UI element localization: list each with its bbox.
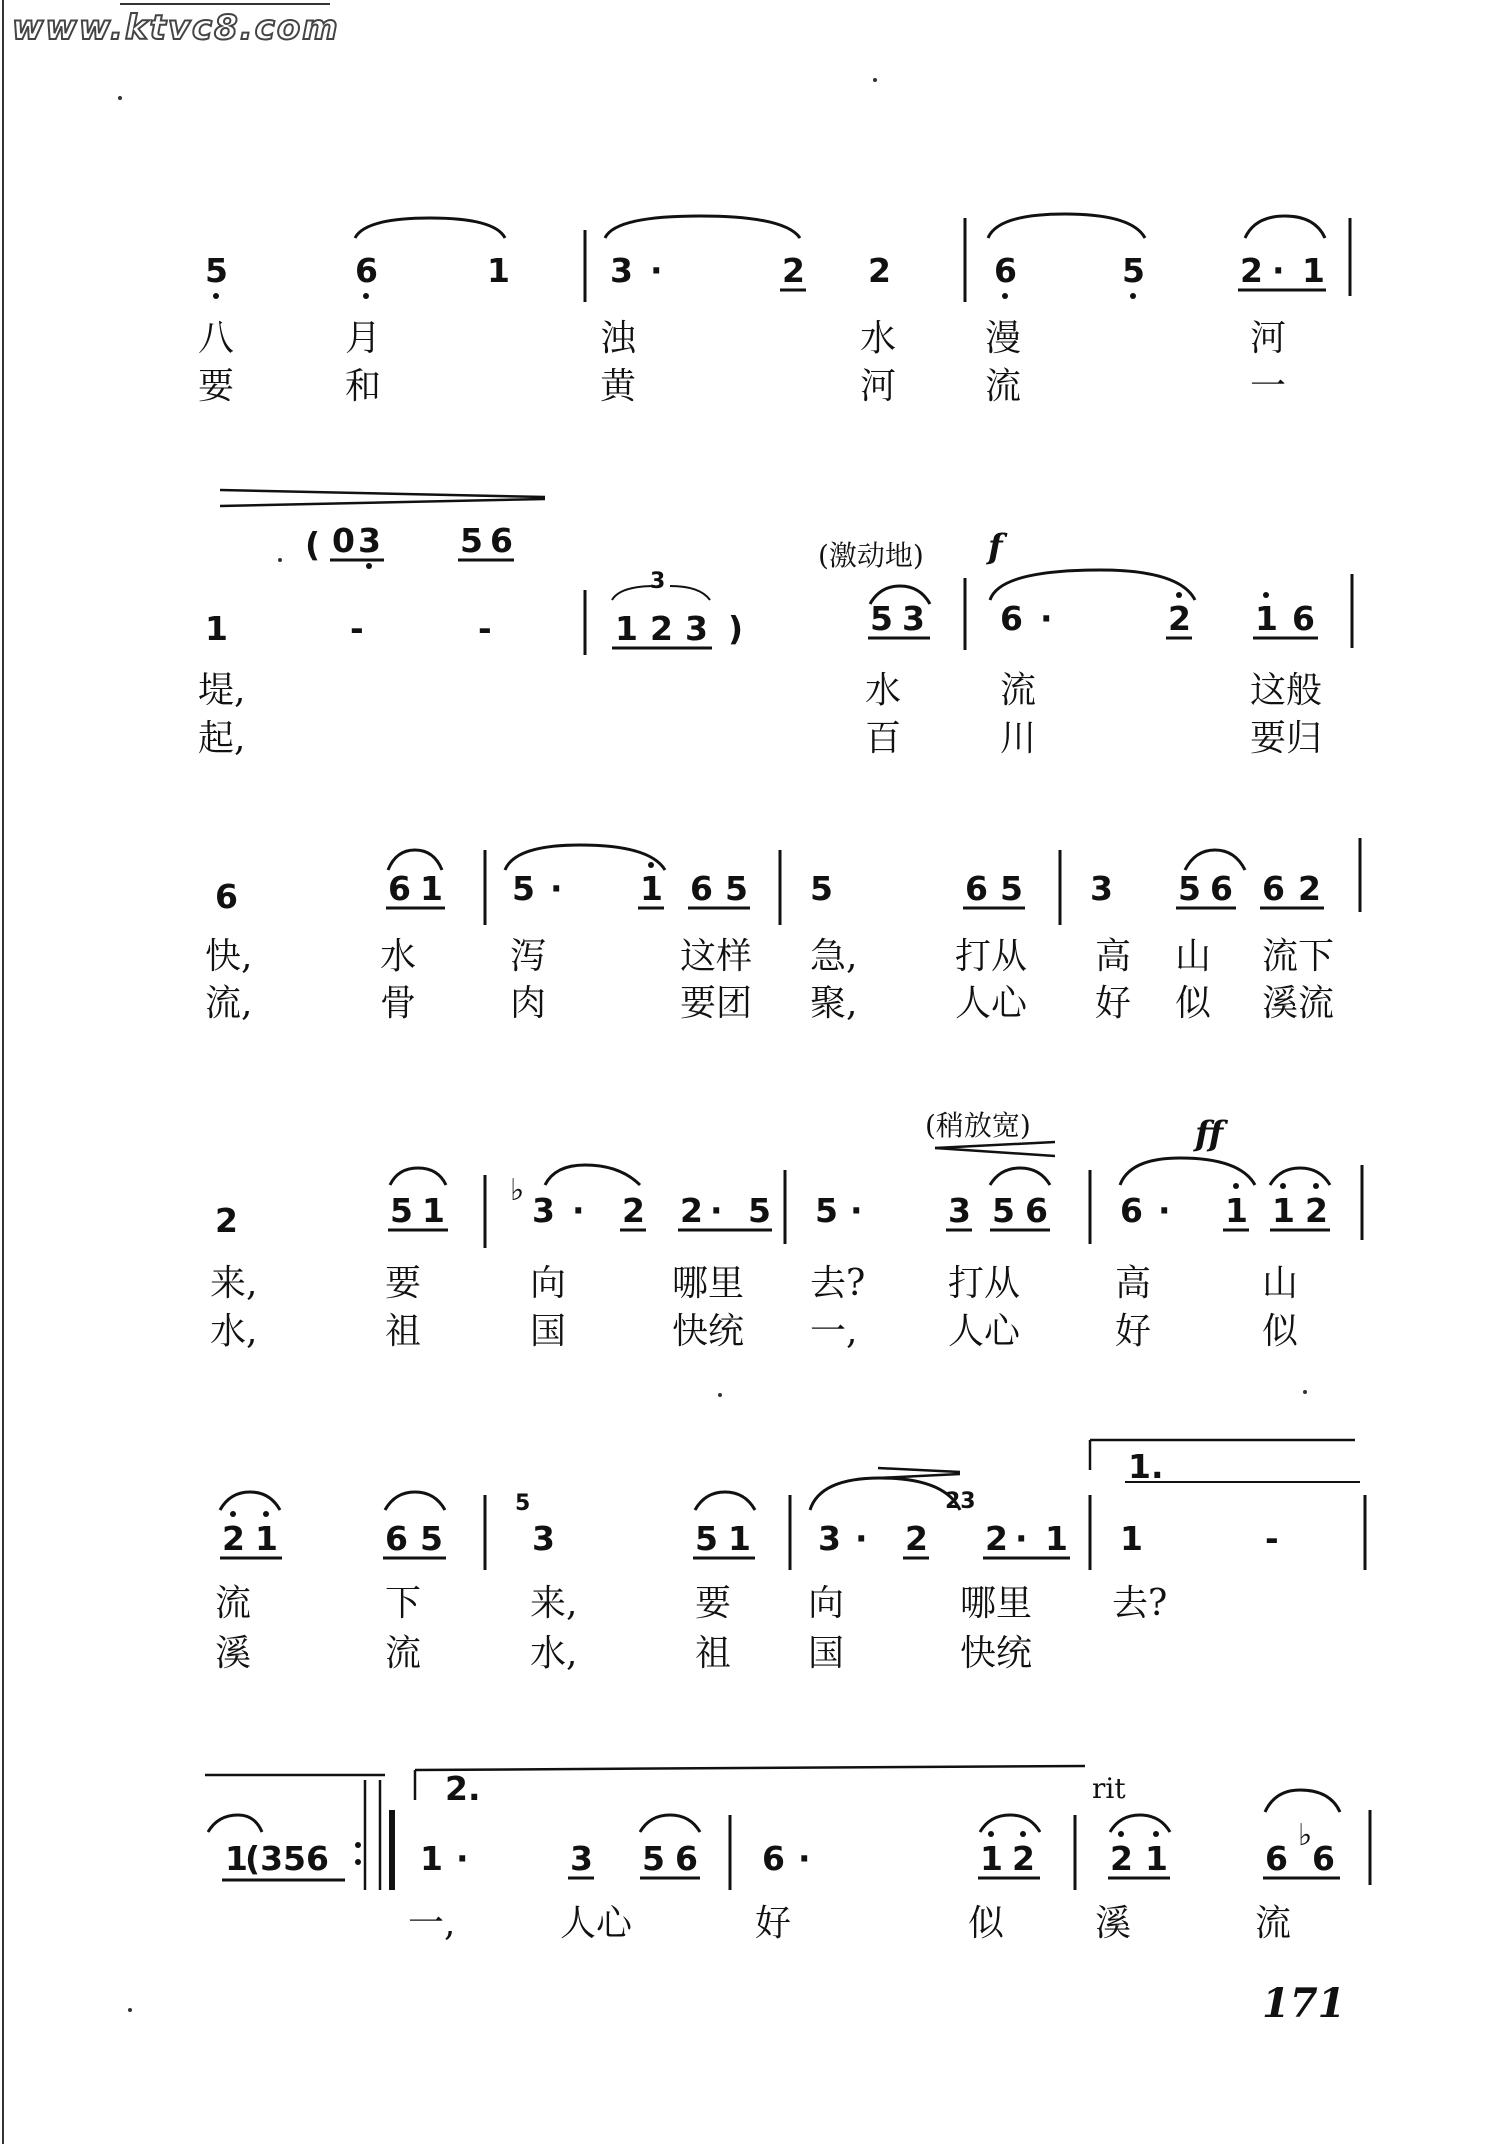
lyric: 溪流 <box>1262 983 1335 1024</box>
high-octave-dot <box>1280 1183 1286 1189</box>
lyric: 河 <box>1250 318 1287 359</box>
lyric: 一, <box>408 1903 456 1944</box>
note: 6 <box>690 869 713 908</box>
lyric: 好 <box>1115 1311 1152 1352</box>
lyric: 人心 <box>955 983 1028 1024</box>
dot: · <box>1040 599 1053 638</box>
lyric: 向 <box>530 1263 567 1304</box>
lyric: 八 <box>198 318 235 359</box>
note: 2 <box>650 609 673 648</box>
lyric: 肉 <box>510 983 547 1024</box>
volta-2-label: 2. <box>445 1769 481 1808</box>
lyric: 快统 <box>960 1633 1033 1674</box>
dot: · <box>1015 1519 1028 1558</box>
lyric: 要归 <box>1250 718 1323 759</box>
lyric: 来, <box>210 1263 258 1304</box>
lyric: 浊 <box>600 318 637 359</box>
note: 1 <box>1255 599 1278 638</box>
note: 5 <box>748 1191 771 1230</box>
scan-speck <box>128 2008 132 2012</box>
lyric: 堤, <box>198 670 246 711</box>
lyric: 似 <box>968 1903 1005 1944</box>
dynamic-marking: f <box>988 527 1003 567</box>
note: 6 <box>1210 869 1233 908</box>
scan-speck <box>118 96 122 100</box>
note: 1 <box>640 869 663 908</box>
note: 1 <box>1225 1191 1248 1230</box>
lyric: 流 <box>215 1583 252 1624</box>
note: 5 <box>642 1839 665 1878</box>
lyric: 溪 <box>215 1633 252 1674</box>
note: 6 <box>1025 1191 1048 1230</box>
note: 6 <box>490 521 513 560</box>
note: 6 <box>994 251 1017 290</box>
dot: · <box>1158 1191 1171 1230</box>
lyric: 水 <box>380 936 417 977</box>
score-row-4 <box>210 1109 1362 1352</box>
lyric: 水, <box>530 1633 578 1674</box>
lyric: 漫 <box>985 318 1022 359</box>
note: 2 <box>985 1519 1008 1558</box>
sustain-dash: - <box>350 609 364 648</box>
lyric: 哪里 <box>960 1583 1033 1624</box>
lyric: 百 <box>865 718 902 759</box>
lyric: 山 <box>1175 936 1212 977</box>
note: 1 <box>1302 251 1325 290</box>
note: 2 <box>222 1519 245 1558</box>
note: 3 <box>358 521 381 560</box>
lyric: 人心 <box>948 1311 1021 1352</box>
note: 1 <box>255 1519 278 1558</box>
note: 3 <box>685 609 708 648</box>
lyric: 国 <box>530 1311 567 1352</box>
note: 3 <box>532 1191 555 1230</box>
lyric: 打从 <box>948 1263 1021 1304</box>
lyric: 向 <box>808 1583 845 1624</box>
grace-note: 5 <box>515 1491 531 1516</box>
high-octave-dot <box>1263 592 1269 598</box>
note: 5 <box>695 1519 718 1558</box>
slur <box>1270 1168 1330 1185</box>
note: 2 <box>680 1191 703 1230</box>
slur <box>385 1492 445 1510</box>
lyric: 一 <box>1250 366 1287 407</box>
low-octave-dot <box>366 563 372 569</box>
note: 6 <box>1312 1839 1335 1878</box>
score-row-3 <box>205 838 1360 1024</box>
low-octave-dot <box>1130 293 1136 299</box>
lyric: 流 <box>985 366 1022 407</box>
note: 6 <box>1120 1191 1143 1230</box>
note-group: (356 <box>245 1839 329 1878</box>
note: 3 <box>610 251 633 290</box>
note: 1 <box>225 1839 248 1878</box>
volta-bracket <box>415 1766 1085 1770</box>
note: 2 <box>1305 1191 1328 1230</box>
lyric: 水 <box>860 318 897 359</box>
lyric: 骨 <box>380 983 417 1024</box>
slur <box>1120 1158 1255 1185</box>
high-octave-dot <box>1176 592 1182 598</box>
lyric: 好 <box>1095 983 1132 1024</box>
note: 5 <box>1000 869 1023 908</box>
note: 3 <box>818 1519 841 1558</box>
crescendo-line <box>220 490 545 497</box>
lyric: 流下 <box>1262 936 1335 977</box>
dot: · <box>572 1191 585 1230</box>
note: 1 <box>420 1839 443 1878</box>
score-row-1 <box>198 214 1350 407</box>
sustain-dash: - <box>1265 1519 1279 1558</box>
lyric: 溪 <box>1095 1903 1132 1944</box>
lyric: 要 <box>198 366 235 407</box>
lyric: 人心 <box>560 1903 633 1944</box>
note: 1 <box>1272 1191 1295 1230</box>
lyric: 要团 <box>680 983 753 1024</box>
lyric: 川 <box>1000 718 1037 759</box>
note: 1 <box>487 251 510 290</box>
note: 2 <box>1110 1839 1133 1878</box>
note: 2 <box>1298 869 1321 908</box>
lyric: 国 <box>808 1633 845 1674</box>
high-octave-dot <box>1118 1831 1124 1837</box>
high-octave-dot <box>230 1511 236 1517</box>
lyric: 要 <box>385 1263 422 1304</box>
note: 5 <box>992 1191 1015 1230</box>
dot: · <box>710 1191 723 1230</box>
lyric: 要 <box>695 1583 732 1624</box>
note: 5 <box>1122 251 1145 290</box>
high-octave-dot <box>988 1831 994 1837</box>
note: 2 <box>782 251 805 290</box>
slur <box>1265 1790 1340 1812</box>
flat-sign: ♭ <box>510 1173 525 1208</box>
note: 2 <box>1168 599 1191 638</box>
lyric: 水 <box>865 670 902 711</box>
high-octave-dot <box>1153 1831 1159 1837</box>
lyric: 流 <box>1000 670 1037 711</box>
note: 0 <box>332 521 355 560</box>
dot: · <box>855 1519 868 1558</box>
dot: · <box>550 869 563 908</box>
note: 5 <box>512 869 535 908</box>
lyric: 祖 <box>695 1633 732 1674</box>
scan-speck <box>873 78 877 82</box>
note: 6 <box>1292 599 1315 638</box>
lyric: 起, <box>198 718 246 759</box>
slur <box>505 845 665 870</box>
lyric: 祖 <box>385 1311 422 1352</box>
lyric: 下 <box>385 1583 422 1624</box>
slur <box>390 1168 446 1185</box>
note: 2 <box>905 1519 928 1558</box>
lyric: 流 <box>1255 1903 1292 1944</box>
slur <box>990 570 1195 600</box>
note: 6 <box>1000 599 1023 638</box>
note: 2 <box>215 1201 238 1240</box>
lyric: 山 <box>1262 1263 1299 1304</box>
note: 5 <box>810 869 833 908</box>
grace-note: 23 <box>945 1489 976 1514</box>
slur <box>990 1168 1050 1185</box>
note: 6 <box>675 1839 698 1878</box>
note: 5 <box>205 251 228 290</box>
lyric: 快, <box>205 936 253 977</box>
slur <box>640 1815 700 1832</box>
slur <box>695 1492 755 1510</box>
note: 3 <box>902 599 925 638</box>
crescendo-line <box>220 499 545 506</box>
lyric: 聚, <box>810 983 858 1024</box>
sustain-dash: - <box>478 609 492 648</box>
lyric: 去? <box>1112 1583 1168 1624</box>
slur <box>605 216 800 238</box>
high-octave-dot <box>1233 1183 1239 1189</box>
note: 5 <box>420 1519 443 1558</box>
lyric: 似 <box>1175 983 1212 1024</box>
slur <box>1245 216 1325 238</box>
slur <box>1110 1815 1170 1832</box>
note: 6 <box>1265 1839 1288 1878</box>
high-octave-dot <box>648 862 654 868</box>
note: 1 <box>980 1839 1003 1878</box>
lyric: 打从 <box>955 936 1028 977</box>
slur <box>545 1165 640 1185</box>
note: 1 <box>1145 1839 1168 1878</box>
accent-line <box>878 1468 960 1472</box>
high-octave-dot <box>1020 1831 1026 1837</box>
note: 5 <box>390 1191 413 1230</box>
slur <box>208 1815 262 1832</box>
dot: · <box>1272 251 1285 290</box>
site-watermark: www.ktvc8.com <box>12 8 340 48</box>
slur <box>355 218 505 238</box>
note: 6 <box>385 1519 408 1558</box>
slur <box>988 214 1145 238</box>
note: 6 <box>215 877 238 916</box>
note: 2 <box>868 251 891 290</box>
note: 5 <box>870 599 893 638</box>
high-octave-dot <box>1313 1183 1319 1189</box>
lyric: 月 <box>345 318 382 359</box>
lyric: 流 <box>385 1633 422 1674</box>
lyric: 似 <box>1262 1311 1299 1352</box>
note: 6 <box>388 869 411 908</box>
note: 5 <box>1178 869 1201 908</box>
slur <box>220 1492 280 1510</box>
slur <box>1185 850 1245 870</box>
score-row-2 <box>198 490 1352 759</box>
low-octave-dot <box>1002 293 1008 299</box>
note: 3 <box>532 1519 555 1558</box>
lyric: 和 <box>345 366 382 407</box>
repeat-dot <box>355 1842 361 1848</box>
note: 5 <box>460 521 483 560</box>
page-number: 171 <box>1262 1980 1346 2027</box>
score-row-5 <box>215 1440 1365 1674</box>
lyric: 黄 <box>600 366 637 407</box>
dynamic-marking: ff <box>1195 1114 1224 1154</box>
note: 5 <box>725 869 748 908</box>
slur <box>388 850 442 870</box>
lyric: 高 <box>1095 936 1132 977</box>
tempo-marking: rit <box>1092 1772 1126 1805</box>
note: 6 <box>355 251 378 290</box>
intro-open-paren: ( <box>305 525 321 564</box>
slur <box>980 1815 1040 1832</box>
note: 3 <box>1090 869 1113 908</box>
note: 3 <box>948 1191 971 1230</box>
note: 1 <box>422 1191 445 1230</box>
scan-speck <box>718 1393 722 1397</box>
note: 1 <box>728 1519 751 1558</box>
volta-1-label: 1. <box>1128 1447 1164 1486</box>
decrescendo-line <box>935 1148 1055 1156</box>
dot: · <box>798 1839 811 1878</box>
note: 1 <box>615 609 638 648</box>
note: 3 <box>570 1839 593 1878</box>
note: 6 <box>965 869 988 908</box>
lyric: 快统 <box>672 1311 745 1352</box>
lyric: 来, <box>530 1583 578 1624</box>
triplet-mark: 3 <box>650 569 666 594</box>
note: 6 <box>762 1839 785 1878</box>
lyric: 一, <box>810 1311 858 1352</box>
flat-sign: ♭ <box>1298 1818 1313 1853</box>
high-octave-dot <box>263 1511 269 1517</box>
score-row-6 <box>205 1766 1370 1944</box>
low-octave-dot <box>213 293 219 299</box>
slur <box>810 1478 960 1510</box>
low-octave-dot <box>363 293 369 299</box>
lyric: 这样 <box>680 936 753 977</box>
expression-marking: (激动地) <box>818 539 924 572</box>
note: 1 <box>1045 1519 1068 1558</box>
note: 5 <box>815 1191 838 1230</box>
note: 6 <box>1262 869 1285 908</box>
intro-close-paren: ) <box>728 609 744 648</box>
note: 1 <box>1120 1519 1143 1558</box>
lyric: 流, <box>205 983 253 1024</box>
scan-speck <box>1303 1390 1307 1394</box>
dot: · <box>456 1839 469 1878</box>
scan-speck <box>278 558 282 562</box>
lyric: 水, <box>210 1311 258 1352</box>
note: 1 <box>420 869 443 908</box>
lyric: 河 <box>860 366 897 407</box>
lyric: 急, <box>810 936 858 977</box>
dot: · <box>850 1191 863 1230</box>
decrescendo-line <box>935 1142 1055 1148</box>
lyric: 好 <box>755 1903 792 1944</box>
note: 2 <box>622 1191 645 1230</box>
note: 1 <box>205 609 228 648</box>
dot: · <box>650 251 663 290</box>
lyric: 这般 <box>1250 670 1323 711</box>
note: 2 <box>1012 1839 1035 1878</box>
lyric: 泻 <box>510 936 547 977</box>
lyric: 去? <box>810 1263 866 1304</box>
lyric: 高 <box>1115 1263 1152 1304</box>
lyric: 哪里 <box>672 1263 745 1304</box>
repeat-dot <box>355 1859 361 1865</box>
note: 2 <box>1240 251 1263 290</box>
expression-marking: (稍放宽) <box>925 1109 1031 1142</box>
